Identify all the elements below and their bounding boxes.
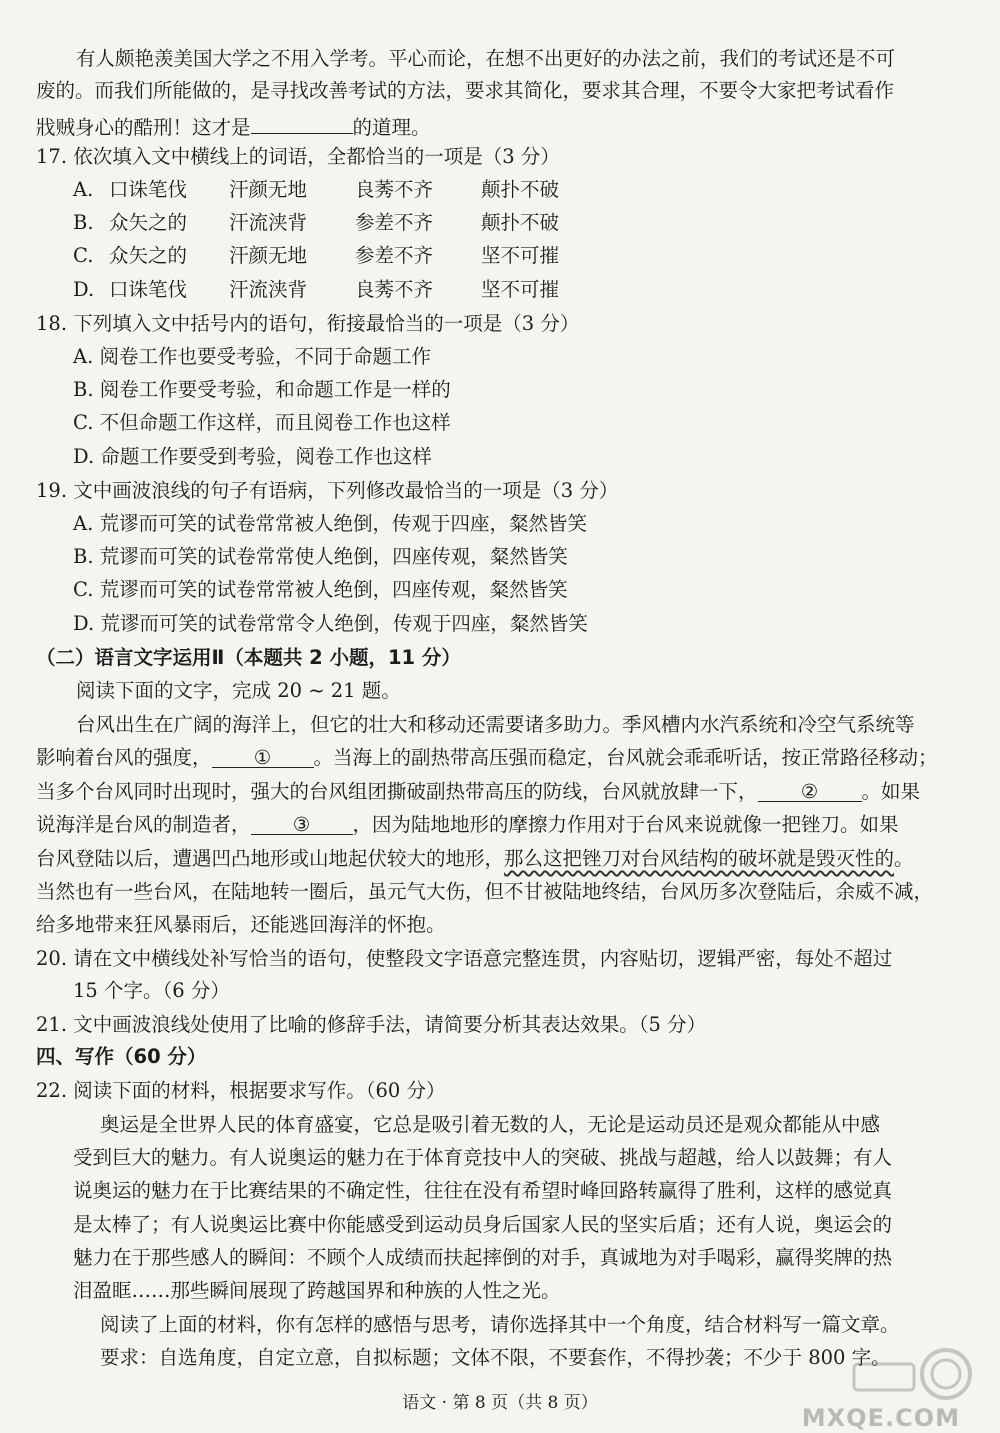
passage-line — [36, 812, 899, 838]
q18-option-c: C. 不但命题工作这样，而且阅卷工作也这样 — [73, 411, 451, 434]
option-word: 参差不齐 — [355, 211, 434, 234]
option-label: C. — [73, 244, 94, 267]
q17-option-c — [73, 243, 559, 269]
answer-blank-1: ① — [212, 745, 314, 768]
passage-text: 当多个台风同时出现时，强大的台风组团撕破副热带高压的防线，台风就放肆一下， — [36, 780, 758, 803]
q17-option-b — [73, 210, 559, 236]
section-instruction: 阅读下面的文字，完成 20 ~ 21 题。 — [76, 679, 401, 702]
passage-text: ，因为陆地地形的摩擦力作用对于台风来说就像一把锉刀。如果 — [352, 813, 899, 836]
wavy-underlined-sentence: 那么这把锉刀对台风结构的破坏就是毁灭性的 — [504, 847, 895, 870]
option-word: 汗流浃背 — [229, 211, 308, 234]
option-word: 良莠不齐 — [355, 178, 434, 201]
option-label: B. — [73, 211, 94, 234]
question-21-stem: 21. 文中画波浪线处使用了比喻的修辞手法，请简要分析其表达效果。（5 分） — [36, 1013, 707, 1036]
passage-line: 有人颇艳羡美国大学之不用入学考。平心而论，在想不出更好的办法之前，我们的考试还是不可 — [76, 47, 896, 70]
passage-text: 。当海上的副热带高压强而稳定，台风就会乖乖听话，按正常路径移动； — [313, 746, 938, 769]
question-19-stem: 19. 文中画波浪线的句子有语病，下列修改最恰当的一项是（3 分） — [36, 479, 619, 502]
passage-text: 说海洋是台风的制造者， — [36, 813, 251, 836]
option-label: D. — [73, 278, 95, 301]
q19-option-d: D. 荒谬而可笑的试卷常常令人绝倒，传观于四座，粲然皆笑 — [73, 612, 588, 635]
q18-option-d: D. 命题工作要受到考验，阅卷工作也这样 — [73, 445, 432, 468]
material-line: 说奥运的魅力在于比赛结果的不确定性，往往在没有希望时峰回路转赢得了胜利，这样的感觉真 — [73, 1179, 893, 1202]
q18-option-a: A. 阅卷工作也要受考验，不同于命题工作 — [73, 345, 431, 368]
q18-option-b: B. 阅卷工作要受考验，和命题工作是一样的 — [73, 378, 451, 401]
passage-line: 废的。而我们所能做的，是寻找改善考试的方法，要求其简化，要求其合理，不要令大家把考试看作 — [36, 79, 895, 102]
q17-option-d — [73, 277, 559, 303]
passage-text: 影响着台风的强度， — [36, 746, 212, 769]
passage-text: 的道理。 — [352, 116, 431, 139]
material-line: 泪盈眶……那些瞬间展现了跨越国界和种族的人性之光。 — [73, 1279, 561, 1302]
material-line: 受到巨大的魅力。有人说奥运的魅力在于体育竞技中人的突破、挑战与超越，给人以鼓舞；有人 — [73, 1146, 893, 1169]
passage-line: 给多地带来狂风暴雨后，还能逃回海洋的怀抱。 — [36, 913, 446, 936]
option-word: 参差不齐 — [355, 244, 434, 267]
q19-option-b: B. 荒谬而可笑的试卷常常使人绝倒，四座传观，粲然皆笑 — [73, 545, 568, 568]
option-word: 众矢之的 — [109, 211, 188, 234]
answer-blank — [251, 111, 353, 134]
question-20-stem-cont: 15 个字。（6 分） — [73, 979, 230, 1002]
option-word: 坚不可摧 — [481, 244, 560, 267]
option-word: 良莠不齐 — [355, 278, 434, 301]
q19-option-c: C. 荒谬而可笑的试卷常常被人绝倒，四座传观，粲然皆笑 — [73, 578, 568, 601]
section-heading: （二）语言文字运用Ⅱ（本题共 2 小题，11 分） — [36, 646, 461, 669]
option-word: 汗流浃背 — [229, 278, 308, 301]
option-word: 口诛笔伐 — [109, 278, 188, 301]
answer-blank-2: ② — [758, 779, 862, 802]
question-18-stem: 18. 下列填入文中括号内的语句，衔接最恰当的一项是（3 分） — [36, 312, 580, 335]
material-line: 奥运是全世界人民的体育盛宴，它总是吸引着无数的人，无论是运动员还是观众都能从中感 — [100, 1113, 881, 1136]
page-footer: 语文 · 第 8 页（共 8 页） — [402, 1393, 598, 1413]
passage-line — [36, 779, 920, 805]
option-word: 众矢之的 — [109, 244, 188, 267]
watermark-text: MXQE.COM — [801, 1404, 960, 1432]
instruction-line: 阅读了上面的材料，你有怎样的感悟与思考，请你选择其中一个角度，结合材料写一篇文章。 — [100, 1313, 900, 1336]
section-heading-writing: 四、写作（60 分） — [36, 1045, 207, 1068]
q19-option-a: A. 荒谬而可笑的试卷常常被人绝倒，传观于四座，粲然皆笑 — [73, 512, 587, 535]
passage-line — [36, 745, 938, 771]
question-17-stem: 17. 依次填入文中横线上的词语，全都恰当的一项是（3 分） — [36, 145, 560, 168]
passage-text: 戕贼身心的酷刑！这才是 — [36, 116, 251, 139]
passage-text: 。如果 — [861, 780, 921, 803]
passage-line: 台风出生在广阔的海洋上，但它的壮大和移动还需要诸多助力。季风槽内水汽系统和冷空气系统等 — [76, 713, 915, 736]
option-word: 汗颜无地 — [229, 178, 308, 201]
q17-option-a — [73, 177, 559, 203]
passage-line: 当然也有一些台风，在陆地转一圈后，虽元气大伤，但不甘被陆地终结，台风历多次登陆后，余威不减， — [36, 880, 934, 903]
option-word: 颠扑不破 — [481, 178, 560, 201]
option-word: 汗颜无地 — [229, 244, 308, 267]
option-word: 颠扑不破 — [481, 211, 560, 234]
passage-text: 。 — [894, 847, 914, 870]
passage-line — [36, 111, 431, 137]
option-label: A. — [73, 178, 94, 201]
material-line: 魅力在于那些感人的瞬间：不顾个人成绩而扶起摔倒的对手，真诚地为对手喝彩，赢得奖牌的热 — [73, 1246, 893, 1269]
passage-line — [36, 846, 914, 872]
option-word: 坚不可摧 — [481, 278, 560, 301]
material-line: 是太棒了；有人说奥运比赛中你能感受到运动员身后国家人民的坚实后盾；还有人说，奥运会的 — [73, 1213, 893, 1236]
question-20-stem: 20. 请在文中横线处补写恰当的语句，使整段文字语意完整连贯，内容贴切，逻辑严密，每处不超过 — [36, 947, 893, 970]
option-word: 口诛笔伐 — [109, 178, 188, 201]
requirement-line: 要求：自选角度，自定立意，自拟标题；文体不限，不要套作，不得抄袭；不少于 800 字。 — [100, 1346, 891, 1369]
answer-blank-3: ③ — [251, 812, 353, 835]
passage-text: 台风登陆以后，遭遇凹凸地形或山地起伏较大的地形， — [36, 847, 505, 870]
question-22-stem: 22. 阅读下面的材料，根据要求写作。（60 分） — [36, 1079, 446, 1102]
